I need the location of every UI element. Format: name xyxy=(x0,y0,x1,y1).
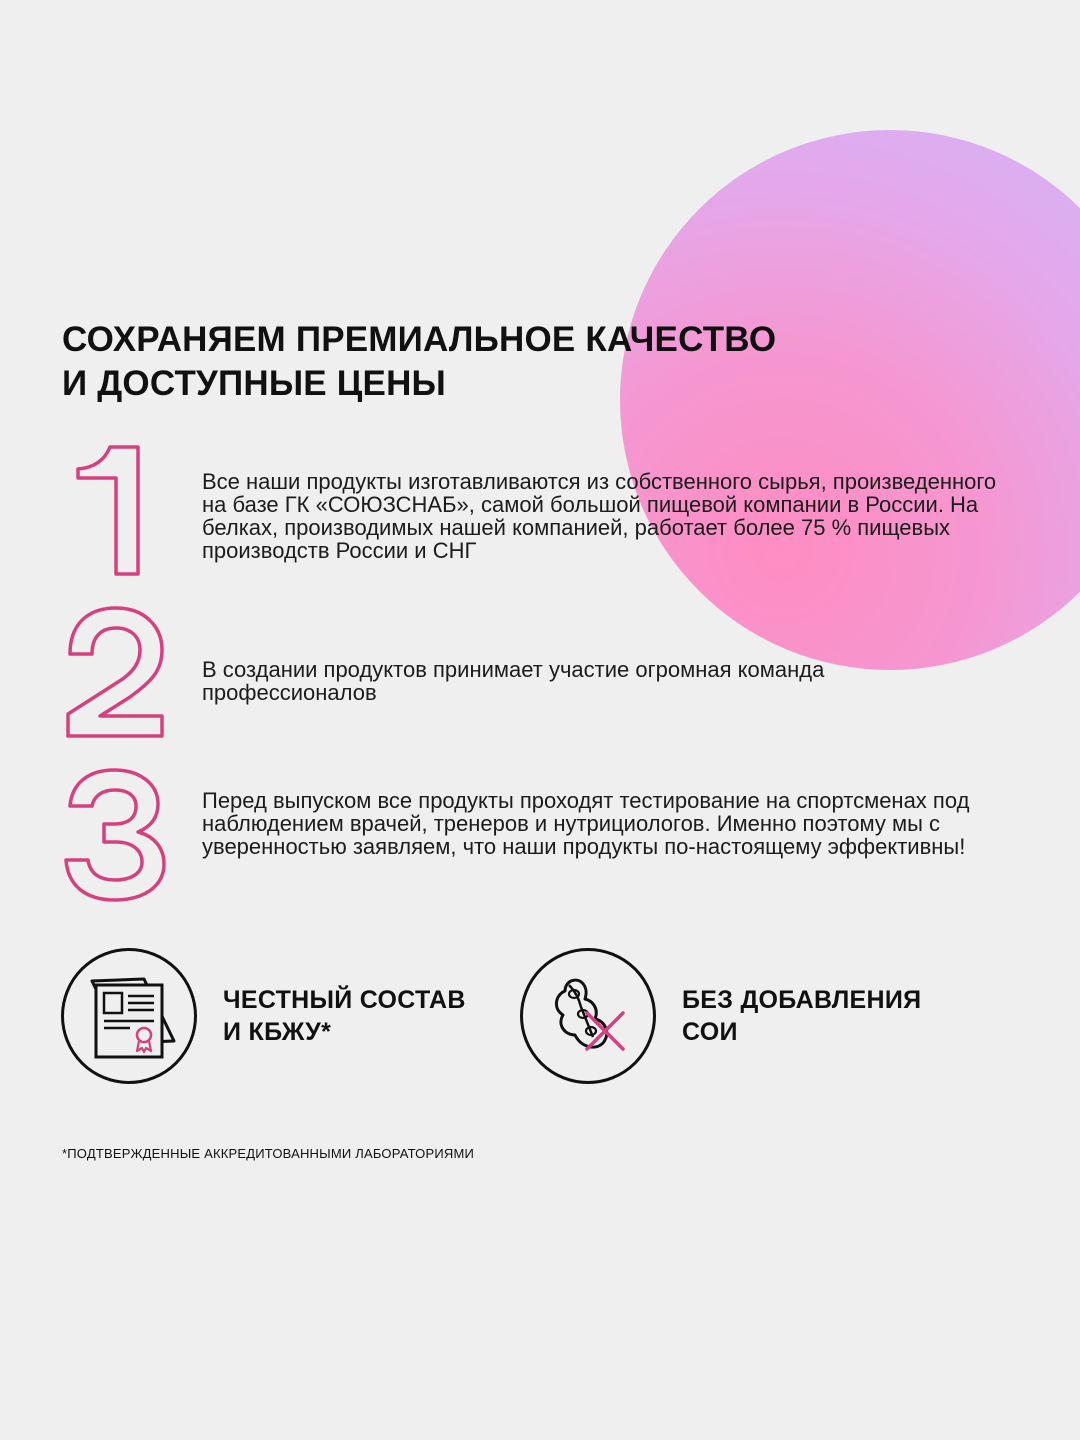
point-3-text: Перед выпуском все продукты проходят тестирование на спортсменах под наблюдением врачей, тренеров и нутрициологов. Именно поэтому мы с уверенностью заявляем, что наши продукты по-настоящему эффективны! xyxy=(202,788,970,859)
footnote: *ПОДТВЕРЖДЕННЫЕ АККРЕДИТОВАННЫМИ ЛАБОРАТОРИЯМИ xyxy=(62,1146,475,1161)
page-title xyxy=(62,318,862,406)
feature-2-line-2: СОИ xyxy=(682,1018,738,1046)
feature-1-line-2: И КБЖУ* xyxy=(223,1018,332,1046)
page-title-line-1: СОХРАНЯЕМ ПРЕМИАЛЬНОЕ КАЧЕСТВО xyxy=(62,320,777,359)
certificate-badge xyxy=(61,948,197,1084)
number-3-outline xyxy=(58,764,170,904)
number-2-outline xyxy=(58,602,170,742)
point-2-text: В создании продуктов принимает участие огромная команда профессионалов xyxy=(202,657,825,705)
feature-honest-composition xyxy=(223,984,466,1048)
no-soy-badge xyxy=(520,948,656,1084)
feature-2-line-1: БЕЗ ДОБАВЛЕНИЯ xyxy=(682,986,922,1014)
page-title-line-2: И ДОСТУПНЫЕ ЦЕНЫ xyxy=(62,364,447,403)
feature-no-soy xyxy=(682,984,921,1048)
point-1-text: Все наши продукты изготавливаются из собственного сырья, произведенного на базе ГК «СОЮЗСНАБ», самой большой пищевой компании в России. На белках, производимых нашей компанией, работает более 75 % пищевых производств России и СНГ xyxy=(202,469,997,563)
number-1-outline xyxy=(58,440,170,580)
certificate-document-icon xyxy=(64,951,194,1081)
no-soy-icon xyxy=(523,951,653,1081)
feature-1-line-1: ЧЕСТНЫЙ СОСТАВ xyxy=(223,986,466,1014)
